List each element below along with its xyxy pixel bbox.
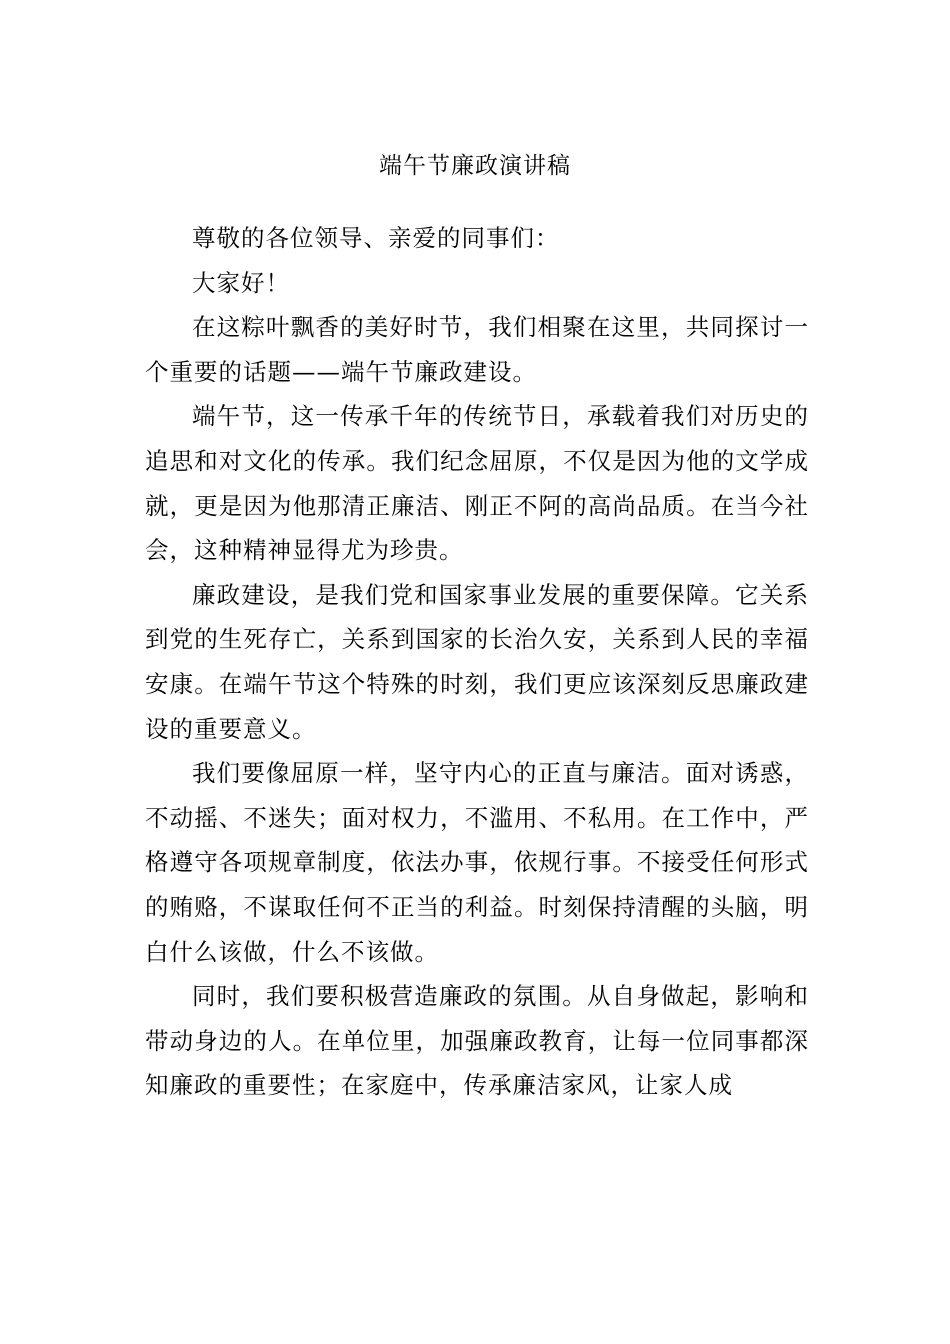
paragraph-integrity-importance: 廉政建设，是我们党和国家事业发展的重要保障。它关系到党的生死存亡，关系到国家的长治久安，关系到人民的幸福安康。在端午节这个特殊的时刻，我们更应该深刻反思廉政建设的重要意义。 [145, 580, 809, 743]
paragraph-salutation: 尊敬的各位领导、亲爱的同事们： [192, 224, 560, 252]
paragraph-uphold-integrity: 我们要像屈原一样，坚守内心的正直与廉洁。面对诱惑，不动摇、不迷失；面对权力，不滥用、不私用。在工作中，严格遵守各项规章制度，依法办事，依规行事。不接受任何形式的贿赂，不谋取任何不正当的利益。时刻保持清醒的头脑，明白什么该做，什么不该做。 [145, 759, 809, 966]
paragraph-atmosphere: 同时，我们要积极营造廉政的氛围。从自身做起，影响和带动身边的人。在单位里，加强廉政教育，让每一位同事都深知廉政的重要性；在家庭中，传承廉洁家风，让家人成 [145, 982, 809, 1100]
document-title: 端午节廉政演讲稿 [379, 153, 571, 179]
paragraph-dragon-boat: 端午节，这一传承千年的传统节日，承载着我们对历史的追思和对文化的传承。我们纪念屈原，不仅是因为他的文学成就，更是因为他那清正廉洁、刚正不阿的高尚品质。在当今社会，这种精神显得尤为珍贵。 [145, 402, 809, 565]
paragraph-greeting: 大家好！ [192, 268, 290, 297]
document-body [145, 216, 809, 1108]
paragraph-intro: 在这粽叶飘香的美好时节，我们相聚在这里，共同探讨一个重要的话题——端午节廉政建设。 [145, 313, 809, 386]
